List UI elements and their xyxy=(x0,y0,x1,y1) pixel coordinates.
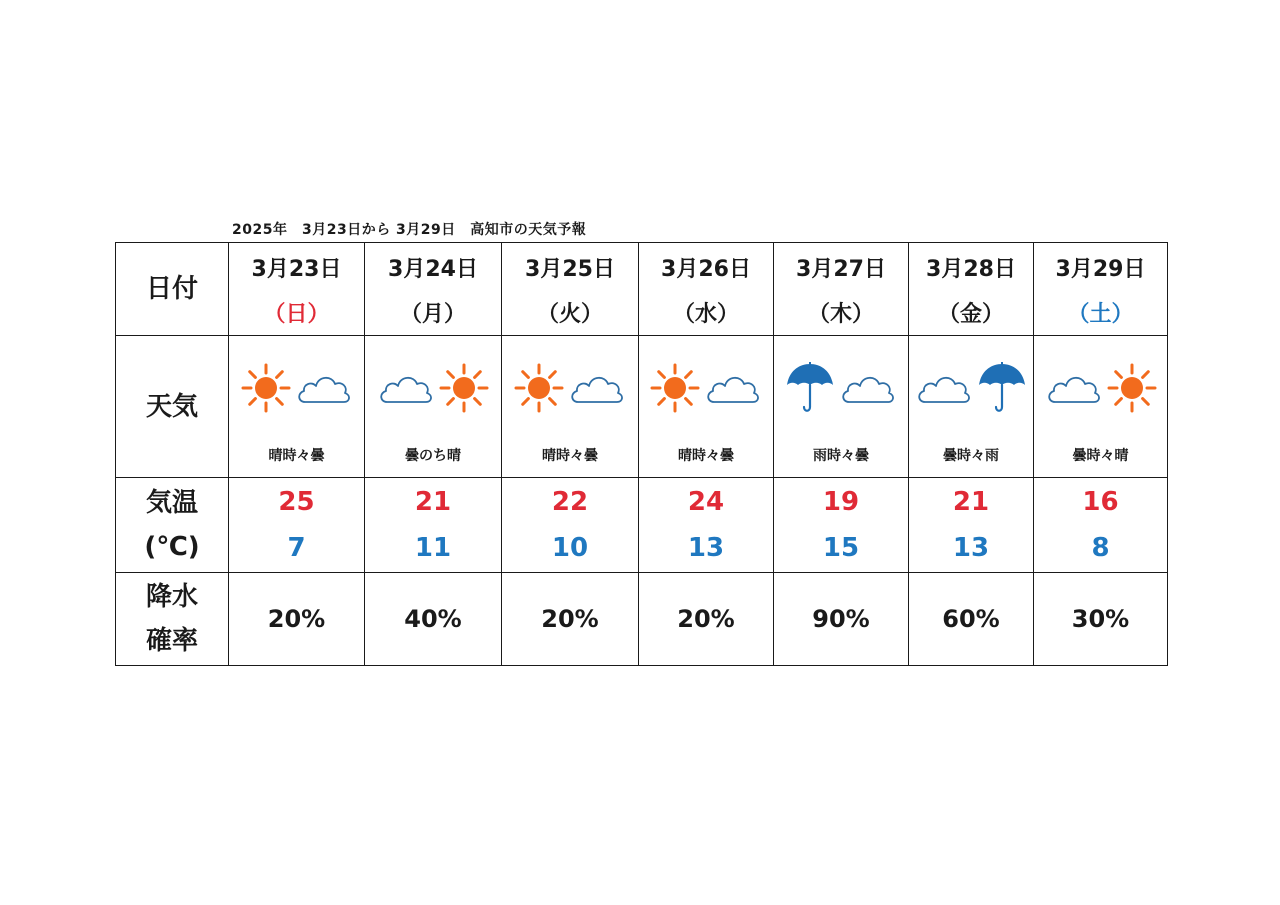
cloud-icon xyxy=(377,368,435,408)
day-of-week-label: （火） xyxy=(536,302,603,327)
temperature-row xyxy=(116,478,1168,573)
temperature-cell xyxy=(639,478,774,573)
date-label: 3月24日 xyxy=(388,257,478,282)
date-label: 3月27日 xyxy=(796,257,886,282)
low-temperature: 7 xyxy=(287,533,306,563)
precipitation-label-2: 確率 xyxy=(145,626,198,656)
low-temperature: 13 xyxy=(687,533,725,563)
cloud-icon xyxy=(704,368,762,408)
precipitation-cell xyxy=(502,573,639,666)
precipitation-cell xyxy=(1034,573,1168,666)
precipitation-probability: 60% xyxy=(942,605,1000,633)
umbrella-icon xyxy=(977,361,1027,415)
day-of-week-label: （金） xyxy=(937,302,1004,327)
high-temperature: 16 xyxy=(1082,487,1119,517)
temperature-cell xyxy=(909,478,1034,573)
day-of-week-label: （日） xyxy=(263,302,330,327)
weather-description: 晴時々曇 xyxy=(678,447,734,464)
forecast-table xyxy=(115,242,1168,666)
date-cell xyxy=(365,243,502,336)
date-label: 3月28日 xyxy=(926,257,1016,282)
weather-icons xyxy=(909,357,1033,419)
date-label: 3月29日 xyxy=(1055,257,1146,282)
sun-icon xyxy=(241,363,291,413)
sun-icon xyxy=(439,363,489,413)
date-row xyxy=(116,243,1168,336)
sun-icon xyxy=(514,363,564,413)
weather-icons xyxy=(365,357,501,419)
temperature-row-header xyxy=(116,478,229,573)
low-temperature: 15 xyxy=(822,533,860,563)
low-temperature: 13 xyxy=(952,533,990,563)
temperature-label: 気温 xyxy=(145,488,198,518)
day-of-week-label: （木） xyxy=(807,302,874,327)
cloud-icon xyxy=(915,368,973,408)
date-cell xyxy=(1034,243,1168,336)
day-of-week-label: （水） xyxy=(672,302,739,327)
high-temperature: 21 xyxy=(414,487,452,517)
cloud-icon xyxy=(839,368,897,408)
weather-description: 曇時々雨 xyxy=(943,447,999,464)
date-label: 3月25日 xyxy=(525,257,615,282)
precipitation-probability: 30% xyxy=(1071,605,1130,633)
temperature-cell xyxy=(365,478,502,573)
precipitation-row xyxy=(116,573,1168,666)
weather-cell xyxy=(1034,336,1168,478)
weather-cell xyxy=(502,336,639,478)
weather-cell xyxy=(229,336,365,478)
weather-description: 晴時々曇 xyxy=(542,447,598,464)
weather-cell xyxy=(774,336,909,478)
temperature-cell xyxy=(502,478,639,573)
precipitation-cell xyxy=(909,573,1034,666)
low-temperature: 8 xyxy=(1091,533,1110,563)
precipitation-probability: 20% xyxy=(541,605,599,633)
low-temperature: 10 xyxy=(551,533,589,563)
precipitation-probability: 20% xyxy=(677,605,735,633)
precipitation-cell xyxy=(774,573,909,666)
day-of-week-label: （土） xyxy=(1067,302,1134,327)
weather-cell xyxy=(909,336,1034,478)
weather-description: 雨時々曇 xyxy=(813,447,869,464)
day-of-week-label: （月） xyxy=(399,302,466,327)
weather-row xyxy=(116,336,1168,478)
high-temperature: 19 xyxy=(822,487,860,517)
weather-icons xyxy=(774,357,908,419)
date-row-header: 日付 xyxy=(116,243,229,336)
sun-icon xyxy=(650,363,700,413)
precipitation-probability: 90% xyxy=(812,605,870,633)
date-cell xyxy=(639,243,774,336)
weather-description: 曇のち晴 xyxy=(405,447,461,464)
date-label: 3月26日 xyxy=(661,257,751,282)
cloud-icon xyxy=(295,368,353,408)
weather-icons xyxy=(639,357,773,419)
precipitation-cell xyxy=(229,573,365,666)
weather-icons xyxy=(1034,357,1167,419)
precipitation-probability: 20% xyxy=(267,605,326,633)
low-temperature: 11 xyxy=(414,533,452,563)
sun-icon xyxy=(1107,363,1157,413)
cloud-icon xyxy=(1045,368,1103,408)
high-temperature: 21 xyxy=(952,487,990,517)
date-cell xyxy=(229,243,365,336)
weather-description: 晴時々曇 xyxy=(268,447,325,464)
date-cell xyxy=(774,243,909,336)
weather-cell xyxy=(365,336,502,478)
date-cell xyxy=(502,243,639,336)
precipitation-label-1: 降水 xyxy=(145,582,198,612)
high-temperature: 25 xyxy=(278,487,315,517)
temperature-unit: (℃) xyxy=(144,532,200,562)
precipitation-cell xyxy=(365,573,502,666)
temperature-cell xyxy=(1034,478,1168,573)
temperature-cell xyxy=(774,478,909,573)
cloud-icon xyxy=(568,368,626,408)
precipitation-probability: 40% xyxy=(404,605,462,633)
precipitation-cell xyxy=(639,573,774,666)
weather-icons xyxy=(502,357,638,419)
umbrella-icon xyxy=(785,361,835,415)
high-temperature: 22 xyxy=(551,487,589,517)
weather-row-header: 天気 xyxy=(116,336,229,478)
precipitation-row-header xyxy=(116,573,229,666)
date-cell xyxy=(909,243,1034,336)
high-temperature: 24 xyxy=(687,487,725,517)
forecast-caption: 2025年 3月23日から 3月29日 高知市の天気予報 xyxy=(232,222,587,238)
weather-cell xyxy=(639,336,774,478)
date-label: 3月23日 xyxy=(251,257,342,282)
weather-icons xyxy=(229,357,364,419)
temperature-cell xyxy=(229,478,365,573)
weather-description: 曇時々晴 xyxy=(1072,447,1129,464)
